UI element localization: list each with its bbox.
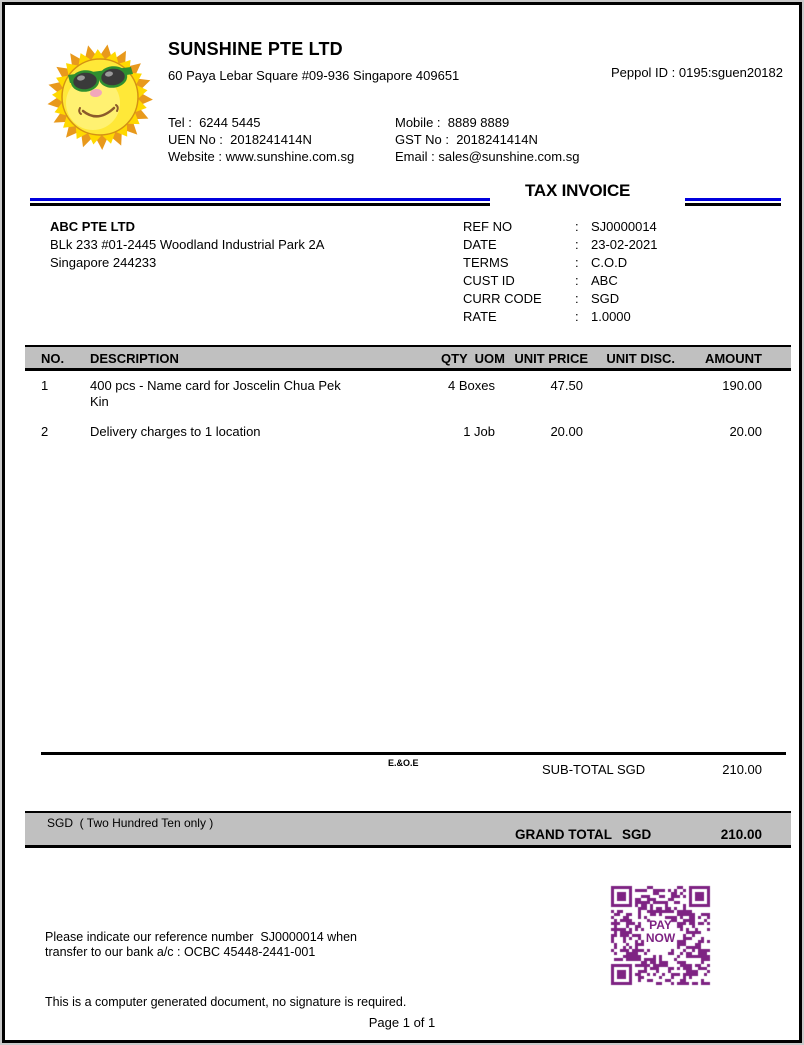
header-unit-disc: UNIT DISC. [606, 351, 675, 366]
mobile-value: 8889 8889 [447, 115, 510, 130]
company-uen [168, 131, 312, 148]
website-value: www.sunshine.com.sg [225, 149, 355, 164]
paynow-qr-code [608, 883, 713, 988]
uen-label: UEN No : [168, 132, 223, 147]
row2-qty-uom: 1 Job [463, 424, 495, 439]
company-gst [395, 131, 538, 148]
header-amount: AMOUNT [704, 351, 762, 366]
subtotal-rule [41, 752, 786, 755]
header-rule-left [30, 198, 490, 206]
computer-generated-note: This is a computer generated document, no signature is required. [45, 995, 407, 1009]
website-label: Website : [168, 149, 222, 164]
bank-note-line2: transfer to our bank a/c : OCBC 45448-2441-001 [45, 945, 316, 959]
table-header [25, 345, 791, 371]
row1-no: 1 [41, 378, 49, 393]
invoice-meta [463, 219, 793, 327]
row1-qty-uom: 4 Boxes [448, 378, 495, 393]
meta-row-refno: REF NO : SJ0000014 [463, 219, 793, 237]
header-rule-right [685, 198, 781, 206]
customer-address-line2: Singapore 244233 [50, 255, 157, 270]
email-value: sales@sunshine.com.sg [438, 149, 580, 164]
date-label: DATE [463, 237, 497, 252]
email-label: Email : [395, 149, 435, 164]
row1-amount: 190.00 [722, 378, 762, 393]
company-name: SUNSHINE PTE LTD [168, 39, 343, 59]
amount-in-words: SGD ( Two Hundred Ten only ) [47, 816, 214, 830]
customer-name: ABC PTE LTD [50, 219, 135, 234]
subtotal-label: SUB-TOTAL [542, 762, 614, 777]
header-no: NO. [41, 351, 65, 366]
rate-label: RATE [463, 309, 497, 324]
sun-icon [41, 41, 159, 151]
uen-value: 2018241414N [230, 132, 312, 147]
row1-unit-price: 47.50 [550, 378, 583, 393]
meta-row-custid: CUST ID : ABC [463, 273, 793, 291]
bank-transfer-note [45, 930, 357, 960]
row2-unit-price: 20.00 [550, 424, 583, 439]
company-address: 60 Paya Lebar Square #09-936 Singapore 409651 [168, 68, 460, 83]
currcode-value: SGD [591, 291, 620, 306]
paynow-logo-text: PAY NOW [645, 918, 676, 945]
company-email [395, 148, 579, 165]
tel-value: 6244 5445 [199, 115, 261, 130]
rate-value: 1.0000 [591, 309, 631, 324]
terms-label: TERMS [463, 255, 509, 270]
eoe-note: E.&O.E [388, 758, 419, 768]
company-tel [168, 114, 261, 131]
document-title: TAX INVOICE [525, 181, 631, 200]
row2-no: 2 [41, 424, 49, 439]
company-mobile [395, 114, 509, 131]
meta-row-rate: RATE : 1.0000 [463, 309, 793, 327]
terms-value: C.O.D [591, 255, 628, 270]
refno-value: SJ0000014 [591, 219, 657, 234]
header-unit-price: UNIT PRICE [514, 351, 588, 366]
customer-address-line1: BLk 233 #01-2445 Woodland Industrial Park 2A [50, 237, 325, 252]
grand-total-bar [25, 811, 791, 848]
meta-row-terms: TERMS : C.O.D [463, 255, 793, 273]
mobile-label: Mobile : [395, 115, 441, 130]
company-website [168, 148, 354, 165]
grand-total-label: GRAND TOTAL [515, 827, 612, 842]
refno-label: REF NO [463, 219, 513, 234]
bank-note-line1: Please indicate our reference number SJ0000014 when [45, 930, 358, 944]
custid-label: CUST ID [463, 273, 515, 288]
peppol-id: Peppol ID : 0195:sguen20182 [610, 65, 783, 80]
grand-total-value: 210.00 [720, 827, 762, 842]
page-number: Page 1 of 1 [368, 1015, 436, 1030]
gst-label: GST No : [395, 132, 449, 147]
subtotal-value: 210.00 [722, 762, 762, 777]
custid-value: ABC [591, 273, 618, 288]
header-qty-uom: QTY UOM [440, 351, 505, 366]
currcode-label: CURR CODE [463, 291, 542, 306]
header-description: DESCRIPTION [90, 351, 179, 366]
row2-description: Delivery charges to 1 location [90, 424, 261, 439]
grand-total-currency: SGD [622, 827, 652, 842]
row1-description: 400 pcs - Name card for Joscelin Chua Pek Kin [90, 378, 341, 409]
meta-row-currcode: CURR CODE : SGD [463, 291, 793, 309]
invoice-page [2, 2, 802, 1043]
row2-amount: 20.00 [729, 424, 762, 439]
date-value: 23-02-2021 [591, 237, 658, 252]
gst-value: 2018241414N [456, 132, 538, 147]
tel-label: Tel : [168, 115, 192, 130]
subtotal-currency: SGD [617, 762, 646, 777]
sun-logo [41, 41, 159, 151]
meta-row-date: DATE : 23-02-2021 [463, 237, 793, 255]
